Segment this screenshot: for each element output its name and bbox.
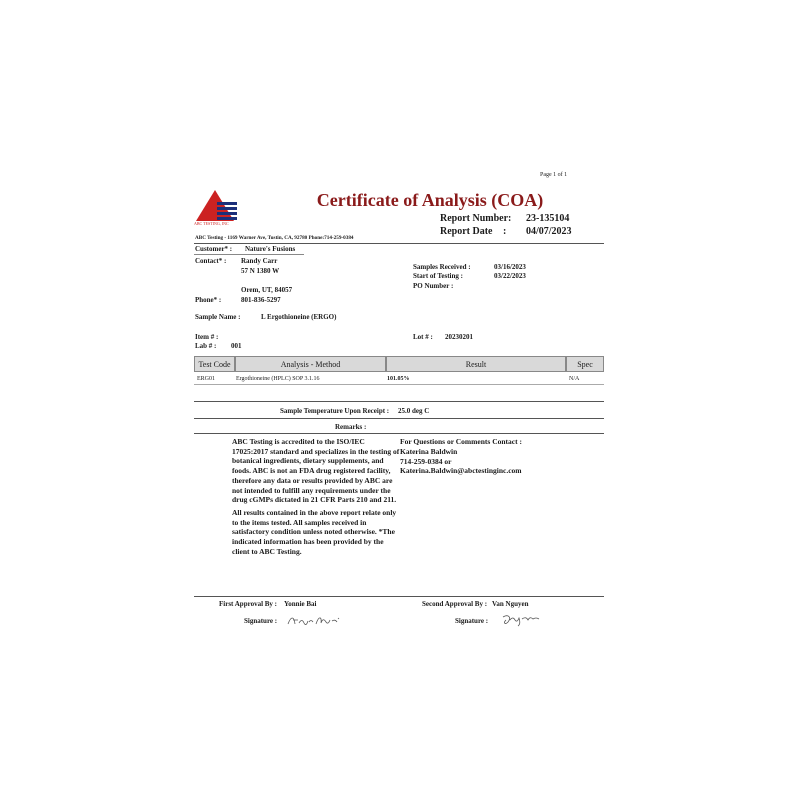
address-line2: Orem, UT, 84057 — [241, 286, 293, 294]
remarks-label: Remarks : — [335, 423, 367, 431]
th-test-code: Test Code — [194, 356, 235, 372]
second-approval-name: Van Nguyen — [492, 600, 529, 608]
lab-no-label: Lab # : — [195, 342, 217, 350]
sample-name-value: L Ergothioneine (ERGO) — [261, 313, 337, 321]
accreditation-text: ABC Testing is accredited to the ISO/IEC 17025:2017 standard and specializes in the testing of botanical ingredients, dietary supplements, and foods. ABC is not an FDA drug registered facility, therefore any data or results provided by ABC are not intended to fulfill any requirements under the drug cGMPs dictated in 21 CFR Parts 210 and 211. — [232, 437, 400, 505]
sample-name-label: Sample Name : — [195, 313, 241, 321]
page-indicator: Page 1 of 1 — [540, 172, 568, 178]
second-signature-label: Signature : — [455, 617, 489, 625]
header-divider — [194, 243, 604, 244]
th-result: Result — [386, 356, 566, 372]
remarks-rule — [194, 433, 604, 434]
lab-address: ABC Testing - 1169 Warner Ave, Tustin, CA, 92780 Phone:714-259-0384 — [195, 235, 354, 241]
contact-person: Katerina Baldwin — [400, 447, 458, 456]
customer-underline — [194, 254, 304, 255]
start-testing-value: 03/22/2023 — [494, 272, 526, 280]
lot-label: Lot # : — [413, 333, 433, 341]
first-signature-icon — [286, 612, 348, 630]
cell-result: 101.05% — [387, 376, 410, 382]
first-signature-label: Signature : — [244, 617, 278, 625]
customer-value: Nature's Fusions — [245, 245, 296, 253]
lot-value: 20230201 — [445, 333, 473, 341]
logo-text: ABC TESTING, INC — [194, 221, 229, 226]
phone-value: 801-836-5297 — [241, 296, 281, 304]
report-number-value: 23-135104 — [526, 213, 570, 224]
cell-method: Ergothioneine (HPLC) SOP 3.1.16 — [236, 376, 320, 382]
report-date-colon: : — [503, 226, 507, 237]
first-approval-label: First Approval By : — [219, 600, 278, 608]
samples-received-label: Samples Received : — [413, 263, 471, 271]
second-signature-icon — [500, 611, 546, 629]
temperature-value: 25.0 deg C — [398, 407, 430, 415]
th-analysis-method: Analysis - Method — [235, 356, 386, 372]
contact-label: Contact* : — [195, 257, 227, 265]
phone-label: Phone* : — [195, 296, 222, 304]
item-label: Item # : — [195, 333, 219, 341]
document-title: Certificate of Analysis (COA) — [316, 190, 544, 210]
samples-received-value: 03/16/2023 — [494, 263, 526, 271]
contact-heading: For Questions or Comments Contact : — [400, 437, 523, 446]
second-approval-label: Second Approval By : — [422, 600, 488, 608]
contact-phone: 714-259-0384 or — [400, 457, 452, 466]
temp-top-rule — [194, 401, 604, 402]
customer-label: Customer* : — [195, 245, 233, 253]
start-testing-label: Start of Testing : — [413, 272, 463, 280]
address-line1: 57 N 1380 W — [241, 267, 280, 275]
disclaimer-text: All results contained in the above report relate only to the items tested. All samples received in satisfactory condition unless noted otherwise. *The indicated information has been provided by the client to ABC Testing. — [232, 508, 397, 556]
cell-spec: N/A — [569, 376, 580, 382]
report-date-label: Report Date — [440, 226, 493, 237]
row-divider — [194, 384, 604, 385]
po-number-label: PO Number : — [413, 282, 454, 290]
lab-no-value: 001 — [231, 342, 242, 350]
approval-rule — [194, 596, 604, 597]
th-spec: Spec — [566, 356, 604, 372]
report-number-label: Report Number: — [440, 213, 512, 224]
cell-test-code: ERG01 — [197, 376, 215, 382]
contact-email[interactable]: Katerina.Baldwin@abctestinginc.com — [400, 466, 522, 475]
report-date-value: 04/07/2023 — [526, 226, 572, 237]
temp-bottom-rule — [194, 418, 604, 419]
first-approval-name: Yonnie Bai — [284, 600, 317, 608]
temperature-label: Sample Temperature Upon Receipt : — [280, 407, 390, 415]
contact-name: Randy Carr — [241, 257, 278, 265]
